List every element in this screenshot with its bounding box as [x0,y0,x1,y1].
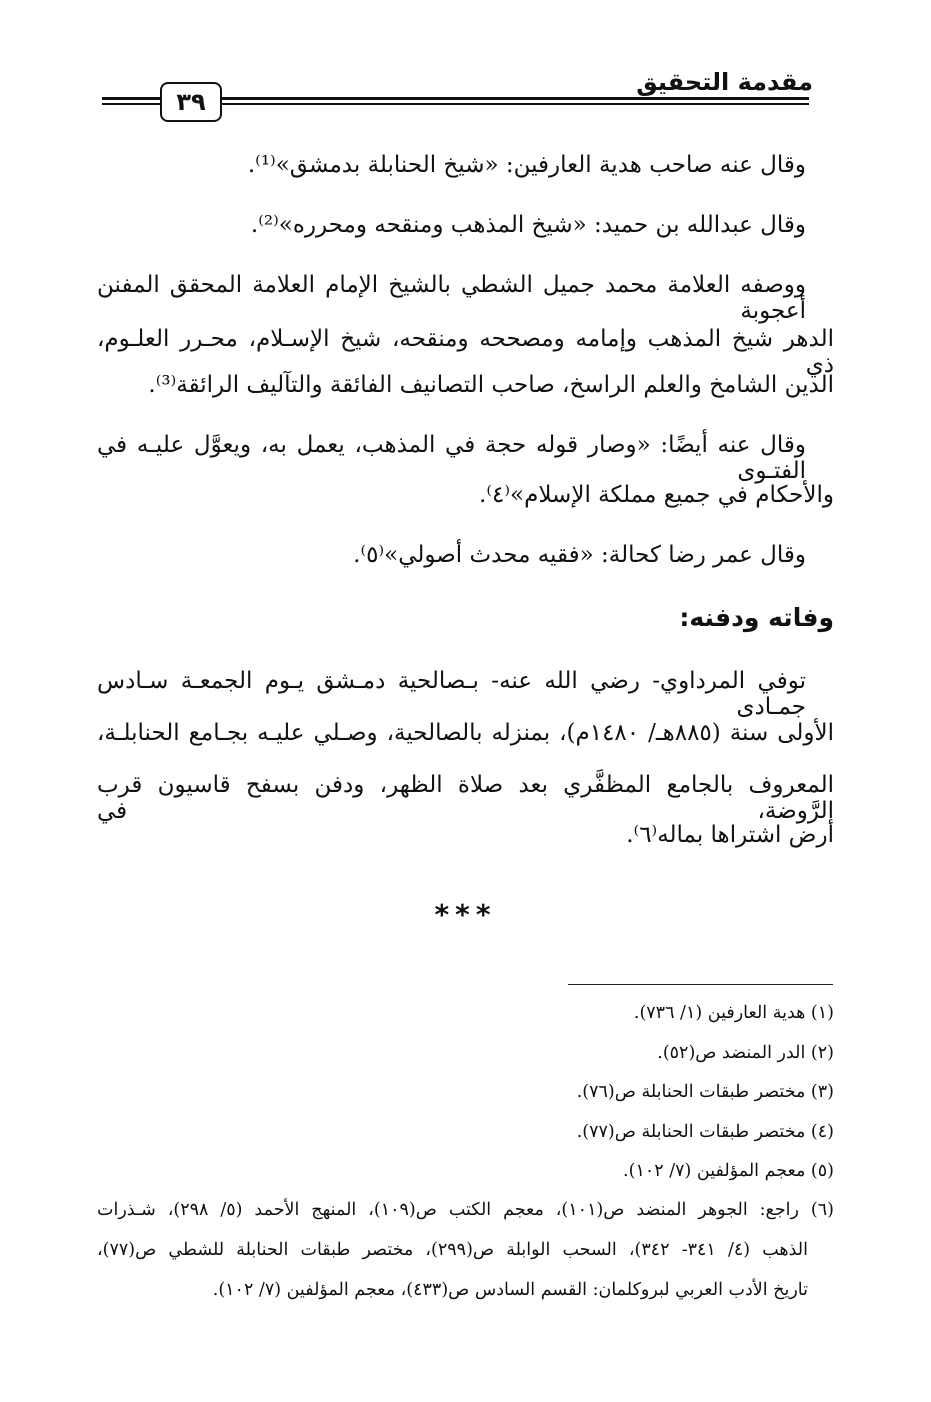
page-number-box [160,82,222,122]
section-line: أرض اشتراها بماله⁽٦⁾. [626,822,834,848]
body-line: وقال عمر رضا كحالة: «فقيه محدث أصولي»⁽٥⁾. [353,542,806,568]
footnote: (٤) مختصر طبقات الحنابلة ص(٧٧). [576,1122,834,1142]
section-heading: وفاته ودفنه: [679,603,834,632]
body-line: الدين الشامخ والعلم الراسخ، صاحب التصانيف الفائقة والتآليف الرائقة⁽³⁾. [148,372,834,398]
body-line: ووصفه العلامة محمد جميل الشطي بالشيخ الإمام العلامة المحقق المفنن أعجوبة [97,272,806,324]
footnote-continuation: تاريخ الأدب العربي لبروكلمان: القسم السادس ص(٤٣٣)، معجم المؤلفين (٧/ ١٠٢). [212,1280,808,1300]
section-line: الأولى سنة (٨٨٥هـ/ ١٤٨٠م)، بمنزله بالصالحية، وصـلي عليـه بجـامع الحنابلـة، [97,720,834,746]
section-line: المعروف بالجامع المظفَّري بعد صلاة الظهر، ودفن بسفح قاسيون قرب الرَّوضة، في [97,772,834,824]
section-separator: *** [434,898,497,931]
footnote: (٦) راجع: الجوهر المنضد ص(١٠١)، معجم الكتب ص(١٠٩)، المنهج الأحمد (٥/ ٢٩٨)، شـذرات [97,1200,834,1220]
footnote: (١) هدية العارفين (١/ ٧٣٦). [633,1003,834,1023]
footnote: (٥) معجم المؤلفين (٧/ ١٠٢). [623,1161,834,1181]
body-line: وقال عنه أيضًا: «وصار قوله حجة في المذهب، يعمل به، ويعوَّل عليـه في الفتـوى [97,432,806,484]
body-line: وقال عنه صاحب هدية العارفين: «شيخ الحنابلة بدمشق»⁽¹⁾. [247,152,806,178]
footnote: (٢) الدر المنضد ص(٥٢). [657,1043,834,1063]
running-header-title: مقدمة التحقيق [636,68,813,96]
footnote: (٣) مختصر طبقات الحنابلة ص(٧٦). [576,1082,834,1102]
footnote-rule [568,984,833,985]
body-line: والأحكام في جميع مملكة الإسلام»⁽٤⁾. [479,482,834,508]
body-line: الدهر شيخ المذهب وإمامه ومصححه ومنقحه، شيخ الإسـلام، محـرر العلـوم، ذي [97,326,834,378]
page-number: ٣٩ [176,88,206,116]
section-line: توفي المرداوي- رضي الله عنه- بـصالحية دمـشق يـوم الجمعـة سـادس جمـادى [97,668,806,720]
footnote-continuation: الذهب (٤/ ٣٤١- ٣٤٢)، السحب الوابلة ص(٢٩٩)، مختصر طبقات الحنابلة للشطي ص(٧٧)، [97,1240,808,1260]
body-line: وقال عبدالله بن حميد: «شيخ المذهب ومنقحه ومحرره»⁽²⁾. [250,212,806,238]
